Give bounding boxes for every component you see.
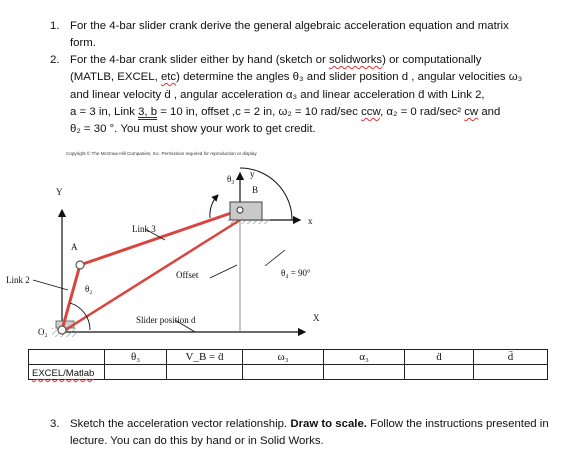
header-cell-d-ddot: d̈ (474, 350, 548, 365)
global-y-label: Y (56, 187, 63, 197)
local-y-label: y (250, 169, 255, 179)
header-cell-blank (29, 350, 105, 365)
q2-line1-part-a: For the 4-bar crank slider either by hand (sketch or (70, 54, 329, 66)
question-2-line-1 (70, 52, 482, 68)
row-label-excel-matlab (29, 365, 105, 380)
question-3-number: 3. (50, 418, 60, 430)
q2-line4-part-c: = 10 in, offset ,c = 2 in, ω₂ = 10 rad/sec (157, 106, 362, 118)
link-2 (62, 265, 80, 330)
cell-omega3 (243, 365, 324, 380)
theta4-label: θ₄ = 90° (281, 268, 311, 278)
theta3-arc (210, 195, 218, 218)
pin-b (237, 207, 243, 213)
q2-line4-cw: cw (464, 106, 479, 118)
copyright-notice: Copyright © The McGraw-Hill Companies, Inc. Permission required for reproduction or display (66, 151, 257, 156)
theta3-label: θ₃ (227, 174, 235, 184)
o2-label: O₂ (38, 327, 48, 337)
header-cell-omega3: ω₃ (243, 350, 324, 365)
results-excel-row (29, 365, 548, 380)
pin-a (76, 261, 84, 269)
q2-line4-part-a: a = 3 in, Link (70, 106, 139, 118)
question-1-line-1: For the 4-bar slider crank derive the general algebraic acceleration equation and matrix (70, 20, 509, 32)
point-b-label: B (252, 185, 259, 195)
q2-line4-link3-b: 3, b (138, 106, 158, 118)
cell-d-ddot (474, 365, 548, 380)
q2-line4-part-g: and (478, 106, 501, 118)
global-x-label: X (313, 313, 320, 323)
row-label-text: EXCEL/Matlab (32, 368, 95, 379)
q3-line1-part-a: Sketch the acceleration vector relationship. (70, 418, 291, 430)
local-x-label: x (308, 216, 313, 226)
link3-label: Link 3 (132, 224, 156, 234)
pin-o2 (58, 326, 66, 334)
offset-label: Offset (176, 270, 199, 280)
slider-crank-figure (0, 160, 575, 350)
q2-line2-etc: etc (160, 71, 177, 83)
theta4-leader (265, 250, 285, 266)
question-3-line-1 (70, 416, 549, 432)
question-2-line-3: and linear velocity ḋ , angular acceleration α₃ and linear acceleration d̈ with Link 2, (70, 89, 485, 101)
offset-leader (210, 265, 237, 278)
slider-position-label: Slider position d (136, 315, 196, 325)
q3-line1-part-c: Follow the instructions presented in (366, 418, 549, 430)
theta2-label: θ₂ (85, 284, 93, 294)
question-1-number: 1. (50, 20, 60, 32)
question-3-line-2: lecture. You can do this by hand or in Solid Works. (70, 435, 324, 447)
link2-label: Link 2 (6, 275, 30, 285)
q2-line2-part-c: ) determine the angles θ₃ and slider position d , angular velocities ω₃ (176, 71, 523, 83)
question-2-line-4 (70, 104, 500, 120)
q2-line1-solidworks: solidworks (328, 54, 383, 66)
question-3 (50, 416, 570, 450)
cell-d-dot (405, 365, 474, 380)
q2-line4-part-e: , α₂ = 0 rad/sec² (380, 106, 465, 118)
cell-alpha3 (324, 365, 405, 380)
q3-draw-to-scale: Draw to scale. (290, 418, 367, 430)
question-1-line-2: form. (70, 37, 96, 49)
header-cell-d-dot: ḋ (405, 350, 474, 365)
link2-leader (33, 280, 68, 290)
slider-block (230, 202, 262, 220)
cell-vb (167, 365, 243, 380)
header-cell-theta3: θ₃ (105, 350, 167, 365)
results-table (28, 349, 548, 380)
q2-line4-ccw: ccw (361, 106, 381, 118)
results-header-row (29, 350, 548, 365)
q2-line1-part-c: ) or computationally (382, 54, 482, 66)
question-1 (50, 18, 570, 52)
question-2-line-5: θ₂ = 30 °. You must show your work to get credit. (70, 123, 316, 135)
point-a-label: A (71, 242, 78, 252)
question-2 (50, 52, 570, 142)
question-2-number: 2. (50, 54, 60, 66)
cell-theta3 (105, 365, 167, 380)
header-cell-alpha3: α₃ (324, 350, 405, 365)
header-cell-vb: V_B = ḋ (167, 350, 243, 365)
q2-line2-part-a: (MATLB, EXCEL, (70, 71, 161, 83)
question-2-line-2 (70, 69, 522, 85)
